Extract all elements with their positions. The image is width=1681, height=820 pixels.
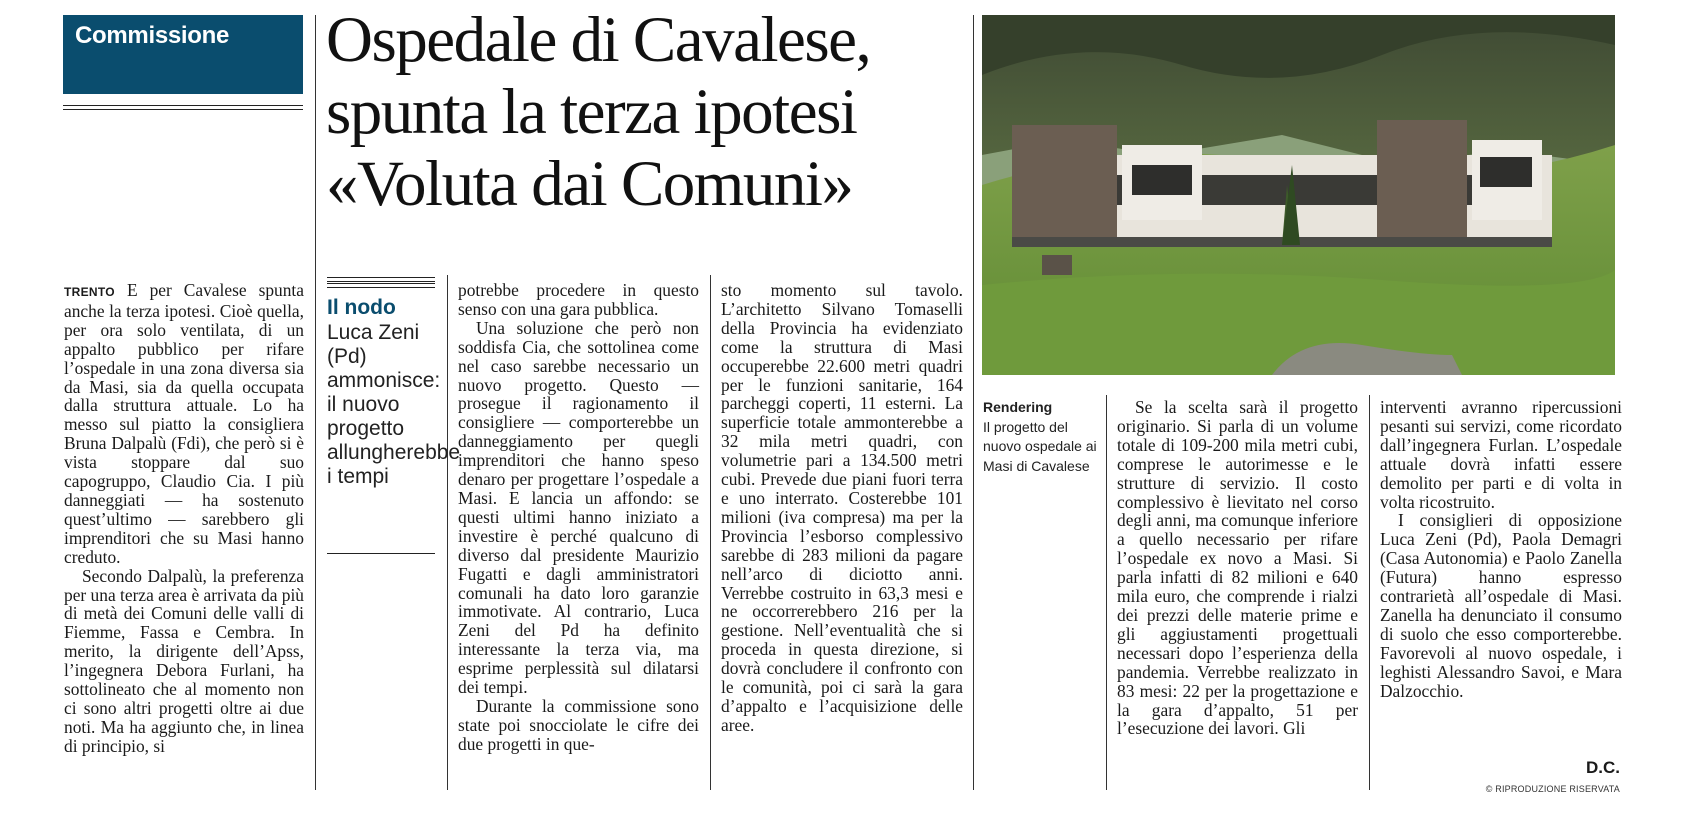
paragraph: Durante la commissione sono state poi snocciolate le cifre dei due progetti in que- xyxy=(458,695,699,754)
column-divider xyxy=(315,15,316,790)
article-column-4 xyxy=(1117,398,1358,738)
paragraph: sto momento sul tavolo. L’architetto Silvano Tomaselli della Provincia ha evidenziato come la struttura di Masi occuperebbe 22.600 metri quadri per le funzioni sanitarie, 164 parcheggi coperti, 11 esterni. La superficie totale ammonterebbe a 32 mila metri quadri, con volumetrie pari a 134.500 metri cubi. Prevede due piani fuori terra e uno interrato. Costerebbe 101 milioni (iva compresa) ma per la Provincia l’esborso complessivo sarebbe di 283 milioni da pagare nell’arco di diciotto anni. Verrebbe costruito in 63,3 mesi e ne occorrerebbero 216 per la gestione. Nell’eventualità che si proceda in questa direzione, si dovrà concludere il confronto con le comunità, poi ci sarà la gara d’appalto e l’acquisizione delle aree. xyxy=(721,280,963,735)
headline-line: spunta la terza ipotesi xyxy=(326,76,857,148)
column-divider xyxy=(710,275,711,790)
kicker-label: Commissione xyxy=(75,22,230,49)
nodo-rule xyxy=(327,283,435,288)
dateline: TRENTO xyxy=(64,285,115,299)
nodo-rule xyxy=(327,277,435,282)
nodo-text: Luca Zeni (Pd) ammonisce: il nuovo progetto allungherebbe i tempi xyxy=(327,321,461,488)
kicker-rule xyxy=(63,105,303,110)
caption-title: Rendering xyxy=(983,399,1053,415)
photo-caption xyxy=(983,398,1101,476)
hospital-rendering-image xyxy=(982,15,1615,375)
column-divider xyxy=(1369,395,1370,790)
column-divider xyxy=(447,275,448,790)
article-column-5 xyxy=(1380,398,1622,701)
section-kicker xyxy=(63,15,303,94)
headline-line: Ospedale di Cavalese, xyxy=(326,4,871,76)
nodo-box xyxy=(327,296,461,489)
column-divider xyxy=(1106,395,1107,790)
paragraph: Se la scelta sarà il progetto originario. Si parla di un volume totale di 109-200 mila metri cubi, comprese le autorimesse e le strutture di servizio. Il costo complessivo è lievitato nel corso degli anni, ma comunque inferiore a quello necessario per rifare l’ospedale ex novo a Masi. Si parla infatti di 82 milioni e 640 mila euro, che comprende i rialzi dei prezzi delle materie prime e gli aggiustamenti progettuali necessari dopo l’esperienza della pandemia. Verrebbe realizzato in 83 mesi: 22 per la progettazione e la gara d’appalto, 51 per l’esecuzione dei lavori. Gli xyxy=(1117,397,1358,739)
nodo-title: Il nodo xyxy=(327,296,396,319)
paragraph: E per Cavalese spunta anche la terza ipotesi. Cioè quella, per ora solo ventilata, di un appalto pubblico per rifare l’ospedale in una zona diversa sia da Masi, sia da quella occupata dalla struttura attuale. Lo ha messo sul piatto la consigliera Bruna Dalpalù (Fdi), che però si è vista stoppare dal suo capogruppo, Claudio Cia. I più danneggiati — ha sostenuto quest’ultimo — sarebbero gli imprenditori che su Masi hanno creduto. xyxy=(64,280,304,567)
headline xyxy=(326,4,946,220)
rendering-illustration xyxy=(982,15,1615,375)
author-signature: D.C. xyxy=(1586,758,1620,777)
paragraph: Una soluzione che però non soddisfa Cia, che sottolinea come nel caso sarebbe necessario un nuovo progetto. Questo — prosegue il ragionamento il consigliere — comporterebbe un danneggiamento per quegli imprenditori che hanno speso denaro per progettare l’ospedale a Masi. E lancia un affondo: se questi ultimi hanno iniziato a investire è perché qualcuno di diverso dal presidente Maurizio Fugatti e dagli amministratori comunali ha dato loro garanzie immotivate. Al contrario, Luca Zeni del Pd ha definito interessante la terza via, ma esprime perplessità sul dilatarsi dei tempi. xyxy=(458,317,699,698)
article-column-3 xyxy=(721,281,963,735)
paragraph: I consiglieri di opposizione Luca Zeni (Pd), Paola Demagri (Casa Autonomia) e Paolo Zanella (Futura) hanno espresso contrarietà all’ospedale di Masi. Zanella ha denunciato il consumo di suolo che esso comporterebbe. Favorevoli al nuovo ospedale, i leghisti Alessandro Savoi, e Mara Dalzocchio. xyxy=(1380,510,1622,701)
paragraph: Secondo Dalpalù, la preferenza per una terza area è arrivata da più di metà dei Comuni delle valli di Fiemme, Fassa e Cembra. In merito, la dirigente dell’Apss, l’ingegnera Debora Furlani, ha sottolineato che al momento non ci sono altri progetti oltre ai due noti. Ma ha aggiunto che, in linea di principio, si xyxy=(64,565,304,756)
article-column-1 xyxy=(64,281,304,756)
paragraph: potrebbe procedere in questo senso con una gara pubblica. xyxy=(458,280,699,319)
nodo-bottom-rule xyxy=(327,553,435,554)
headline-line: «Voluta dai Comuni» xyxy=(326,148,853,220)
caption-text: Il progetto del nuovo ospedale ai Masi di Cavalese xyxy=(983,418,1097,474)
column-divider xyxy=(973,15,974,790)
article-column-2 xyxy=(458,281,699,754)
paragraph: interventi avranno ripercussioni pesanti sui servizi, come ricordato dall’ingegnera Furlan. L’ospedale attuale dovrà infatti essere demolito per parti e di volta in volta ricostruito. xyxy=(1380,397,1622,512)
copyright-notice: © RIPRODUZIONE RISERVATA xyxy=(1485,784,1620,794)
